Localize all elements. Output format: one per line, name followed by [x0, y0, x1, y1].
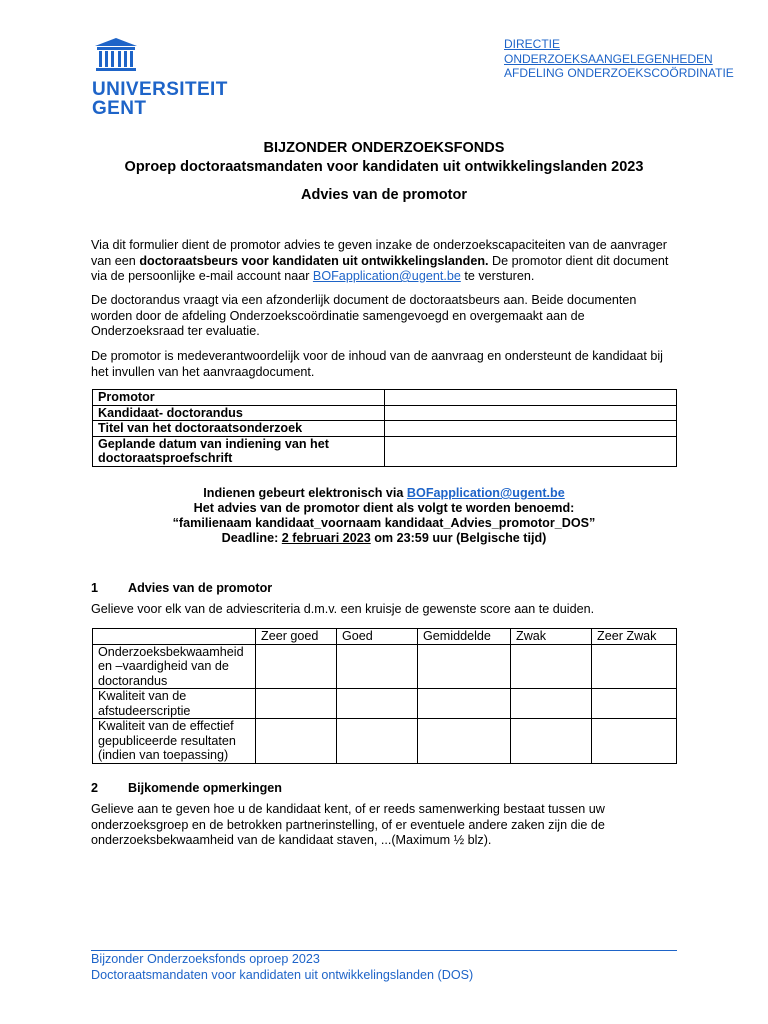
submission-line-2: Het advies van de promotor dient als volgt te worden benoemd:	[193, 501, 575, 515]
department-line-3: AFDELING ONDERZOEKSCOÖRDINATIE	[504, 66, 734, 80]
column-header	[93, 629, 256, 645]
table-header-row	[93, 629, 677, 645]
info-value-cell[interactable]	[385, 421, 677, 437]
score-cell[interactable]	[511, 689, 592, 719]
intro-paragraph-1	[91, 238, 681, 285]
table-row	[93, 390, 677, 406]
section-1-heading	[91, 581, 272, 595]
intro-text: Via dit formulier dient de promotor advies te geven inzake de onderzoekscapaciteiten van de aanvrager van een	[91, 238, 667, 268]
info-label: Promotor	[93, 390, 385, 406]
table-row	[93, 689, 677, 719]
university-logo	[92, 38, 228, 119]
section-2-heading	[91, 781, 282, 795]
section-number: 1	[91, 581, 99, 595]
submission-text: Indienen gebeurt elektronisch via	[203, 486, 407, 500]
deadline-time: om 23:59 uur (Belgische tijd)	[370, 531, 547, 545]
column-header: Zeer goed	[256, 629, 337, 645]
score-cell[interactable]	[256, 689, 337, 719]
intro-text: De promotor dient dit document via de persoonlijke e-mail account naar	[91, 253, 669, 283]
criterion-label: Onderzoeksbekwaamheid en –vaardigheid van de doctorandus	[93, 644, 256, 689]
deadline-line	[0, 531, 768, 547]
column-header: Zwak	[511, 629, 592, 645]
submission-email-link[interactable]: BOFapplication@ugent.be	[406, 486, 565, 500]
info-value-cell[interactable]	[385, 390, 677, 406]
section-title: Bijkomende opmerkingen	[128, 781, 282, 795]
deadline-label: Deadline:	[221, 531, 282, 545]
rating-table	[92, 628, 677, 764]
form-title: Advies van de promotor	[301, 187, 467, 203]
department-line-2: ONDERZOEKSAANGELEGENHEDEN	[504, 51, 713, 66]
score-cell[interactable]	[337, 644, 418, 689]
section-1-instruction: Gelieve voor elk van de adviescriteria d.m.v. een kruisje de gewenste score aan te duiden.	[91, 602, 595, 616]
score-cell[interactable]	[592, 644, 677, 689]
submission-line-3: “familienaam kandidaat_voornaam kandidaat_Advies_promotor_DOS”	[172, 516, 596, 530]
score-cell[interactable]	[511, 719, 592, 764]
university-building-icon	[95, 38, 137, 72]
submission-line-1	[0, 486, 768, 502]
score-cell[interactable]	[418, 689, 511, 719]
score-cell[interactable]	[337, 719, 418, 764]
table-row	[93, 644, 677, 689]
table-row	[93, 719, 677, 764]
intro-bold-text: doctoraatsbeurs voor kandidaten uit ontwikkelingslanden.	[139, 253, 489, 268]
footer	[91, 952, 473, 983]
column-header: Gemiddelde	[418, 629, 511, 645]
score-cell[interactable]	[592, 719, 677, 764]
document-subtitle: Oproep doctoraatsmandaten voor kandidaten uit ontwikkelingslanden 2023	[124, 159, 644, 175]
column-header: Goed	[337, 629, 418, 645]
score-cell[interactable]	[511, 644, 592, 689]
email-link[interactable]: BOFapplication@ugent.be	[312, 269, 461, 283]
table-row	[93, 436, 677, 466]
score-cell[interactable]	[592, 689, 677, 719]
score-cell[interactable]	[256, 644, 337, 689]
footer-divider	[91, 950, 677, 951]
table-row	[93, 421, 677, 437]
score-cell[interactable]	[418, 719, 511, 764]
intro-text: te versturen.	[460, 269, 535, 283]
score-cell[interactable]	[337, 689, 418, 719]
info-label: Titel van het doctoraatsonderzoek	[93, 421, 385, 437]
intro-paragraph-3: De promotor is medeverantwoordelijk voor de inhoud van de aanvraag en ondersteunt de kandidaat bij het invullen van het aanvraagdocument.	[91, 349, 663, 379]
info-value-cell[interactable]	[385, 436, 677, 466]
info-label: Kandidaat- doctorandus	[93, 405, 385, 421]
table-row	[93, 405, 677, 421]
document-title: BIJZONDER ONDERZOEKSFONDS	[263, 140, 505, 156]
section-title: Advies van de promotor	[128, 581, 273, 595]
department-line-1: DIRECTIE	[504, 37, 561, 51]
department-block	[504, 37, 734, 81]
score-cell[interactable]	[256, 719, 337, 764]
section-2-text: Gelieve aan te geven hoe u de kandidaat kent, of er reeds samenwerking bestaat tussen uw onderzoeksgroep en de betrokken partnerinstelling, of er eventuele andere zaken zijn die de onderzoeksbekwaamheid van de kandidaat staven, ...(Maximum ½ blz).	[91, 802, 605, 847]
deadline-date: 2 februari 2023	[281, 531, 371, 545]
footer-line-2: Doctoraatsmandaten voor kandidaten uit ontwikkelingslanden (DOS)	[91, 967, 474, 982]
score-cell[interactable]	[418, 644, 511, 689]
info-label: Geplande datum van indiening van het doctoraatsproefschrift	[93, 436, 385, 466]
logo-line-2: GENT	[92, 98, 147, 119]
logo-line-1: UNIVERSITEIT	[92, 79, 228, 100]
column-header: Zeer Zwak	[592, 629, 677, 645]
info-value-cell[interactable]	[385, 405, 677, 421]
footer-line-1: Bijzonder Onderzoeksfonds oproep 2023	[91, 952, 320, 966]
criterion-label: Kwaliteit van de effectief gepubliceerde resultaten (indien van toepassing)	[93, 719, 256, 764]
intro-paragraph-2: De doctorandus vraagt via een afzonderlijk document de doctoraatsbeurs aan. Beide documenten worden door de afdeling Onderzoekscoördinatie samengevoegd en overgemaakt aan de Onderzoeksraad ter evaluatie.	[91, 293, 637, 338]
section-number: 2	[91, 781, 99, 795]
info-table	[92, 389, 677, 467]
criterion-label: Kwaliteit van de afstudeerscriptie	[93, 689, 256, 719]
